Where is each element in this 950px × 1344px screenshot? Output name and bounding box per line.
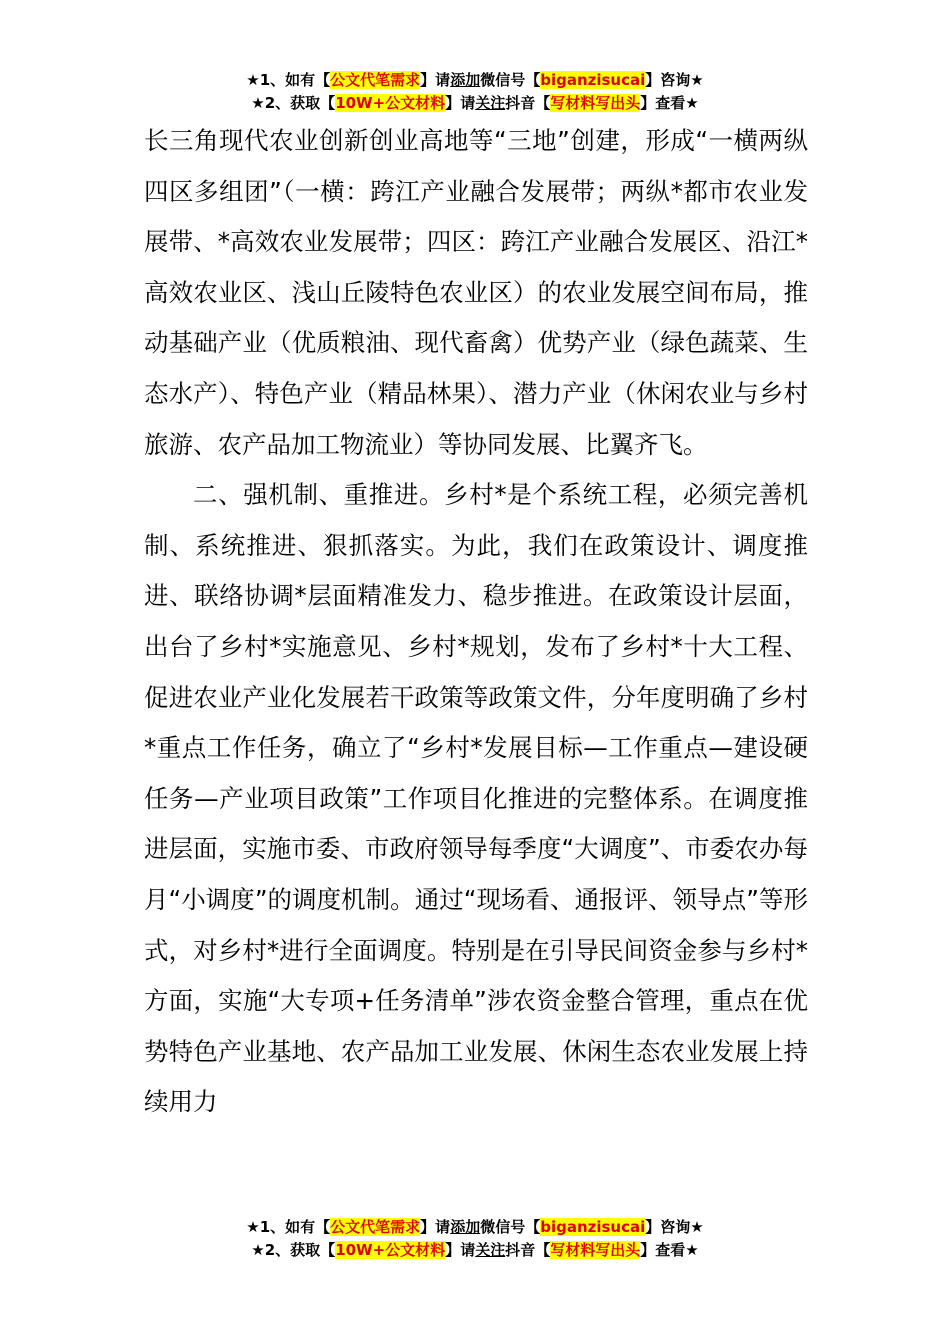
promo-line-1: ★1、如有【公文代笔需求】请添加微信号【biganzisucai】咨询★ bbox=[246, 71, 704, 89]
paragraph-1: 长三角现代农业创新创业高地等“三地”创建，形成“一横两纵四区多组团”（一横：跨江产业融合发展带；两纵*都市农业发展带、*高效农业发展带；四区：跨江产业融合发展区、沿江*高效农业区、浅山丘陵特色农业区）的农业发展空间布局，推动基础产业（优质粮油、现代畜禽）优势产业（绿色蔬菜、生态水产）、特色产业（精品林果）、潜力产业（休闲农业与乡村旅游、农产品加工物流业）等协同发展、比翼齐飞。 bbox=[144, 126, 808, 459]
document-body bbox=[144, 116, 808, 1128]
highlight-wechat-id: biganzisucai bbox=[540, 1218, 646, 1236]
highlight-wechat-id: biganzisucai bbox=[540, 71, 646, 89]
highlight-douyin-id: 写材料写出头 bbox=[550, 94, 641, 112]
highlight-service: 公文代笔需求 bbox=[330, 71, 421, 89]
promo-line-2: ★2、获取【10W+公文材料】请关注抖音【写材料写出头】查看★ bbox=[251, 94, 699, 112]
highlight-douyin-id: 写材料写出头 bbox=[550, 1241, 641, 1259]
promo-line-1: ★1、如有【公文代笔需求】请添加微信号【biganzisucai】咨询★ bbox=[246, 1218, 704, 1236]
paragraph-2: 二、强机制、重推进。乡村*是个系统工程，必须完善机制、系统推进、狠抓落实。为此，我们在政策设计、调度推进、联络协调*层面精准发力、稳步推进。在政策设计层面，出台了乡村*实施意见、乡村*规划，发布了乡村*十大工程、促进农业产业化发展若干政策等政策文件，分年度明确了乡村*重点工作任务，确立了“乡村*发展目标—工作重点—建设硬任务—产业项目政策”工作项目化推进的完整体系。在调度推进层面，实施市委、市政府领导每季度“大调度”、市委农办每月“小调度”的调度机制。通过“现场看、通报评、领导点”等形式，对乡村*进行全面调度。特别是在引导民间资金参与乡村*方面，实施“大专项+任务清单”涉农资金整合管理，重点在优势特色产业基地、农产品加工业发展、休闲生态农业发展上持续用力 bbox=[144, 480, 808, 1117]
top-promo-banner bbox=[0, 69, 950, 115]
highlight-service: 公文代笔需求 bbox=[330, 1218, 421, 1236]
highlight-materials: 10W+公文材料 bbox=[335, 1241, 446, 1259]
highlight-materials: 10W+公文材料 bbox=[335, 94, 446, 112]
promo-line-2: ★2、获取【10W+公文材料】请关注抖音【写材料写出头】查看★ bbox=[251, 1241, 699, 1259]
bottom-promo-banner bbox=[0, 1216, 950, 1262]
